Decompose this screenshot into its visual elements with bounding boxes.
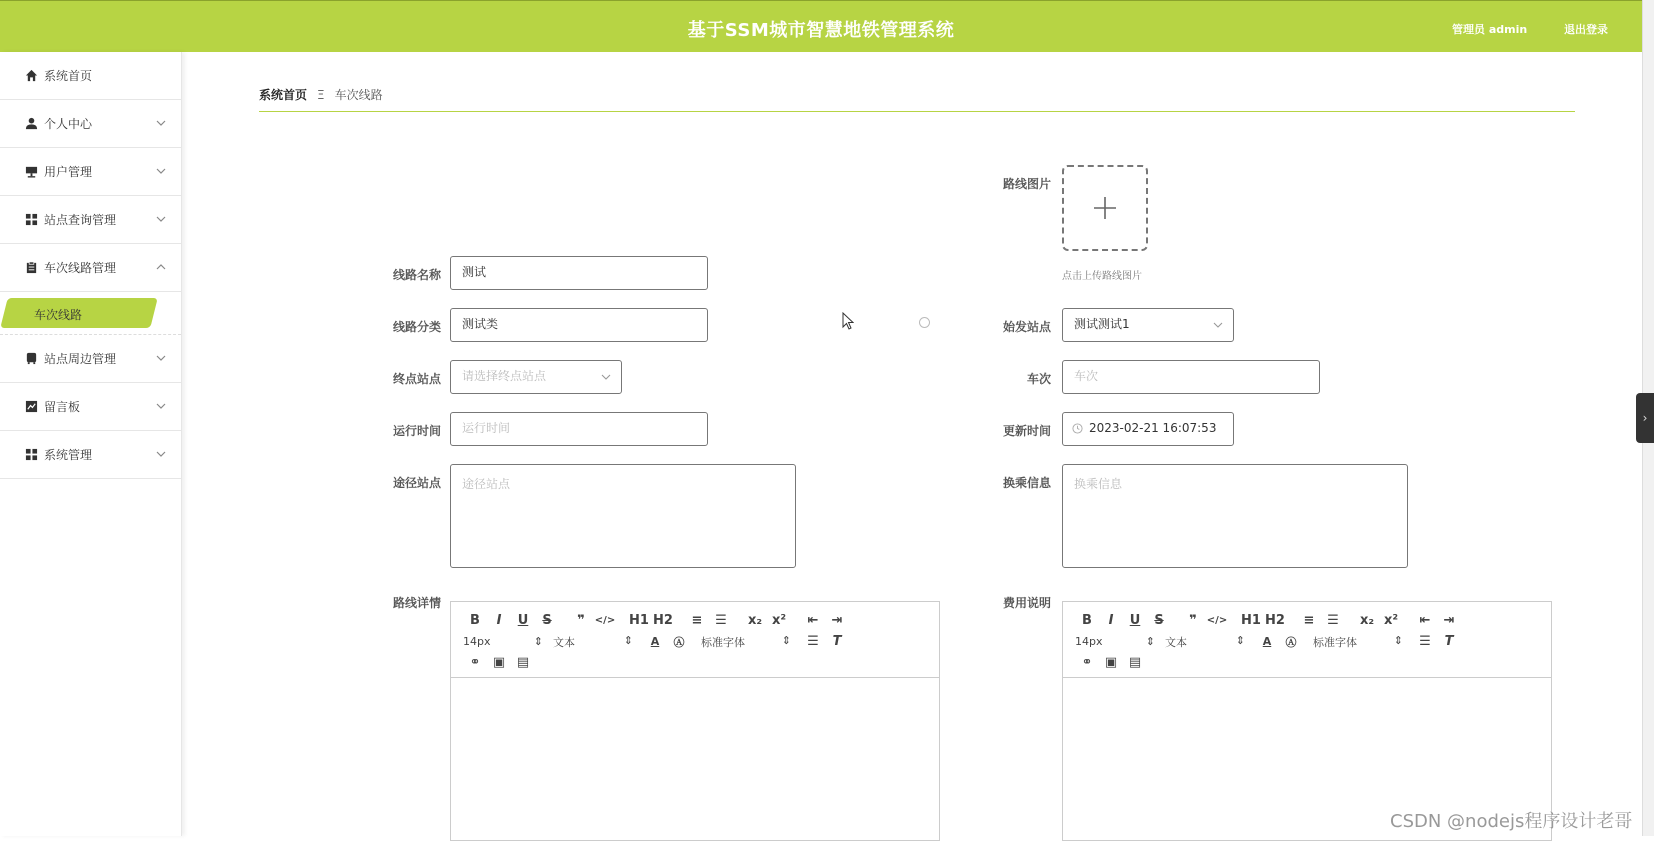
code-button[interactable]: </> <box>1206 615 1228 626</box>
sidebar-item-profile[interactable] <box>0 100 181 148</box>
link-icon[interactable]: ⚭ <box>1081 655 1093 670</box>
sidebar-item-home[interactable] <box>0 52 181 100</box>
chevron-down-icon <box>1213 320 1223 330</box>
via-stations-label: 途径站点 <box>392 476 441 490</box>
align-icon[interactable]: ☰ <box>807 634 819 649</box>
editor-toolbar <box>451 602 939 678</box>
bullet-list-button[interactable]: ☰ <box>1327 613 1339 628</box>
bold-button[interactable]: B <box>470 613 480 628</box>
start-station-label: 始发站点 <box>1002 320 1051 334</box>
sidebar-item-label: 站点周边管理 <box>44 352 117 366</box>
clear-format-icon[interactable]: T <box>832 634 842 649</box>
clipboard-icon <box>24 261 38 275</box>
chevron-down-icon <box>155 448 167 460</box>
chart-icon <box>24 400 38 414</box>
font-family-value: 标准字体 <box>701 635 745 649</box>
breadcrumb-home[interactable]: 系统首页 <box>259 88 308 102</box>
chevron-down-icon <box>155 400 167 412</box>
run-time-input[interactable]: 运行时间 <box>450 412 708 446</box>
start-station-value: 测试测试1 <box>1074 317 1130 331</box>
h1-button[interactable]: H1 <box>629 613 649 628</box>
video-icon[interactable]: ▤ <box>1128 655 1142 670</box>
h2-button[interactable]: H2 <box>653 613 673 628</box>
route-name-input[interactable]: 测试 <box>450 256 708 290</box>
grid-icon <box>24 448 38 462</box>
subscript-button[interactable]: x₂ <box>1359 613 1375 628</box>
start-station-select[interactable] <box>1062 308 1234 342</box>
updown-icon: ⇕ <box>623 633 633 647</box>
monitor-icon <box>24 165 38 179</box>
updown-icon: ⇕ <box>1235 633 1245 647</box>
clear-format-icon[interactable]: T <box>1444 634 1454 649</box>
update-time-input[interactable] <box>1062 412 1234 446</box>
font-color-icon[interactable]: A <box>650 635 660 648</box>
superscript-button[interactable]: x² <box>1383 613 1399 628</box>
end-station-select[interactable] <box>450 360 622 394</box>
align-icon[interactable]: ☰ <box>1419 634 1431 649</box>
breadcrumb-separator: Ξ <box>317 87 325 102</box>
top-header <box>0 0 1642 52</box>
video-icon[interactable]: ▤ <box>516 655 530 670</box>
update-time-label: 更新时间 <box>1002 424 1051 438</box>
sidebar-item-route-management[interactable] <box>0 244 181 292</box>
font-color-icon[interactable]: A <box>1262 635 1272 648</box>
indent-button[interactable]: ⇥ <box>1443 613 1455 628</box>
sidebar-item-message-board[interactable] <box>0 383 181 431</box>
ordered-list-button[interactable]: ≡ <box>1303 613 1315 628</box>
app-title: 基于SSM城市智慧地铁管理系统 <box>687 20 955 41</box>
bg-color-icon[interactable]: Ⓐ <box>673 635 685 649</box>
font-size-value: 14px <box>1075 635 1103 648</box>
clear-circle-icon <box>919 317 930 328</box>
update-time-value: 2023-02-21 16:07:53 <box>1089 421 1217 435</box>
via-stations-textarea[interactable]: 途径站点 <box>450 464 796 568</box>
outdent-button[interactable]: ⇤ <box>1419 613 1431 628</box>
bus-icon <box>24 352 38 366</box>
breadcrumb <box>259 86 383 103</box>
route-name-label: 线路名称 <box>392 268 441 282</box>
chevron-down-icon <box>155 213 167 225</box>
end-station-label: 终点站点 <box>392 372 441 386</box>
bold-button[interactable]: B <box>1082 613 1092 628</box>
updown-icon: ⇕ <box>1393 633 1403 647</box>
ordered-list-button[interactable]: ≡ <box>691 613 703 628</box>
code-button[interactable]: </> <box>594 615 616 626</box>
superscript-button[interactable]: x² <box>771 613 787 628</box>
route-image-upload[interactable] <box>1062 165 1148 251</box>
text-type-select[interactable] <box>553 634 633 650</box>
updown-icon: ⇕ <box>533 635 543 648</box>
font-family-value: 标准字体 <box>1313 635 1357 649</box>
grid-icon <box>24 213 38 227</box>
text-type-select[interactable] <box>1165 634 1245 650</box>
bullet-list-button[interactable]: ☰ <box>715 613 727 628</box>
text-type-value: 文本 <box>553 635 575 649</box>
sidebar-item-label: 用户管理 <box>44 165 93 179</box>
h2-button[interactable]: H2 <box>1265 613 1285 628</box>
route-image-label: 路线图片 <box>1002 177 1051 191</box>
font-family-select[interactable] <box>1313 634 1403 650</box>
bg-color-icon[interactable]: Ⓐ <box>1285 635 1297 649</box>
train-no-input[interactable]: 车次 <box>1062 360 1320 394</box>
font-size-select[interactable] <box>1075 635 1155 648</box>
breadcrumb-current: 车次线路 <box>334 88 383 102</box>
updown-icon: ⇕ <box>781 633 791 647</box>
text-type-value: 文本 <box>1165 635 1187 649</box>
route-category-label: 线路分类 <box>392 320 441 334</box>
sidebar-item-users[interactable] <box>0 148 181 196</box>
side-drawer-toggle[interactable] <box>1636 393 1654 443</box>
fee-note-label: 费用说明 <box>1002 596 1051 610</box>
home-icon <box>24 69 38 83</box>
sidebar-item-label: 个人中心 <box>44 117 93 131</box>
chevron-up-icon <box>155 261 167 273</box>
image-icon[interactable]: ▣ <box>1104 655 1118 670</box>
route-category-input[interactable]: 测试类 <box>450 308 708 342</box>
chevron-down-icon <box>155 165 167 177</box>
train-no-label: 车次 <box>1026 372 1051 386</box>
sidebar <box>0 52 182 836</box>
route-image-tip: 点击上传路线图片 <box>1062 271 1142 282</box>
outdent-button[interactable]: ⇤ <box>807 613 819 628</box>
updown-icon: ⇕ <box>1145 635 1155 648</box>
chevron-right-icon: › <box>1642 411 1648 425</box>
sidebar-subitem-label: 车次线路 <box>34 308 83 322</box>
sidebar-item-station-query[interactable] <box>0 196 181 244</box>
sidebar-item-label: 留言板 <box>44 400 81 414</box>
quote-button[interactable]: ❞ <box>1189 613 1197 628</box>
chevron-down-icon <box>155 352 167 364</box>
strike-button[interactable]: S <box>542 613 552 628</box>
chevron-down-icon <box>601 372 611 382</box>
image-icon[interactable]: ▣ <box>492 655 506 670</box>
route-detail-editor[interactable] <box>450 601 940 841</box>
breadcrumb-divider <box>259 111 1575 112</box>
h1-button[interactable]: H1 <box>1241 613 1261 628</box>
strike-button[interactable]: S <box>1154 613 1164 628</box>
sidebar-item-station-surroundings[interactable] <box>0 335 181 383</box>
font-size-select[interactable] <box>463 635 543 648</box>
sidebar-item-label: 站点查询管理 <box>44 213 117 227</box>
end-station-placeholder: 请选择终点站点 <box>462 369 547 383</box>
sidebar-item-label: 系统管理 <box>44 448 93 462</box>
sidebar-item-system[interactable] <box>0 431 181 479</box>
transfer-info-label: 换乘信息 <box>1002 476 1051 490</box>
run-time-label: 运行时间 <box>392 424 441 438</box>
font-family-select[interactable] <box>701 634 791 650</box>
route-detail-label: 路线详情 <box>392 596 441 610</box>
user-icon <box>24 117 38 131</box>
subscript-button[interactable]: x₂ <box>747 613 763 628</box>
sidebar-item-label: 车次线路管理 <box>44 261 117 275</box>
link-icon[interactable]: ⚭ <box>469 655 481 670</box>
logout-button[interactable]: 退出登录 <box>1564 23 1608 36</box>
transfer-info-textarea[interactable]: 换乘信息 <box>1062 464 1408 568</box>
underline-button[interactable]: U <box>1129 613 1141 628</box>
mouse-cursor-icon <box>842 312 854 333</box>
plus-icon <box>1092 195 1118 221</box>
underline-button[interactable]: U <box>517 613 529 628</box>
italic-button[interactable]: I <box>1108 613 1114 628</box>
sidebar-subitem-route[interactable] <box>0 292 181 335</box>
fee-note-editor[interactable] <box>1062 601 1552 841</box>
quote-button[interactable]: ❞ <box>577 613 585 628</box>
watermark: CSDN @nodejs程序设计老哥 <box>1390 811 1633 832</box>
indent-button[interactable]: ⇥ <box>831 613 843 628</box>
editor-toolbar <box>1063 602 1551 678</box>
chevron-down-icon <box>155 117 167 129</box>
clock-icon <box>1072 423 1083 434</box>
sidebar-item-label: 系统首页 <box>44 69 93 83</box>
font-size-value: 14px <box>463 635 491 648</box>
italic-button[interactable]: I <box>496 613 502 628</box>
current-user-label: 管理员 admin <box>1452 23 1528 36</box>
